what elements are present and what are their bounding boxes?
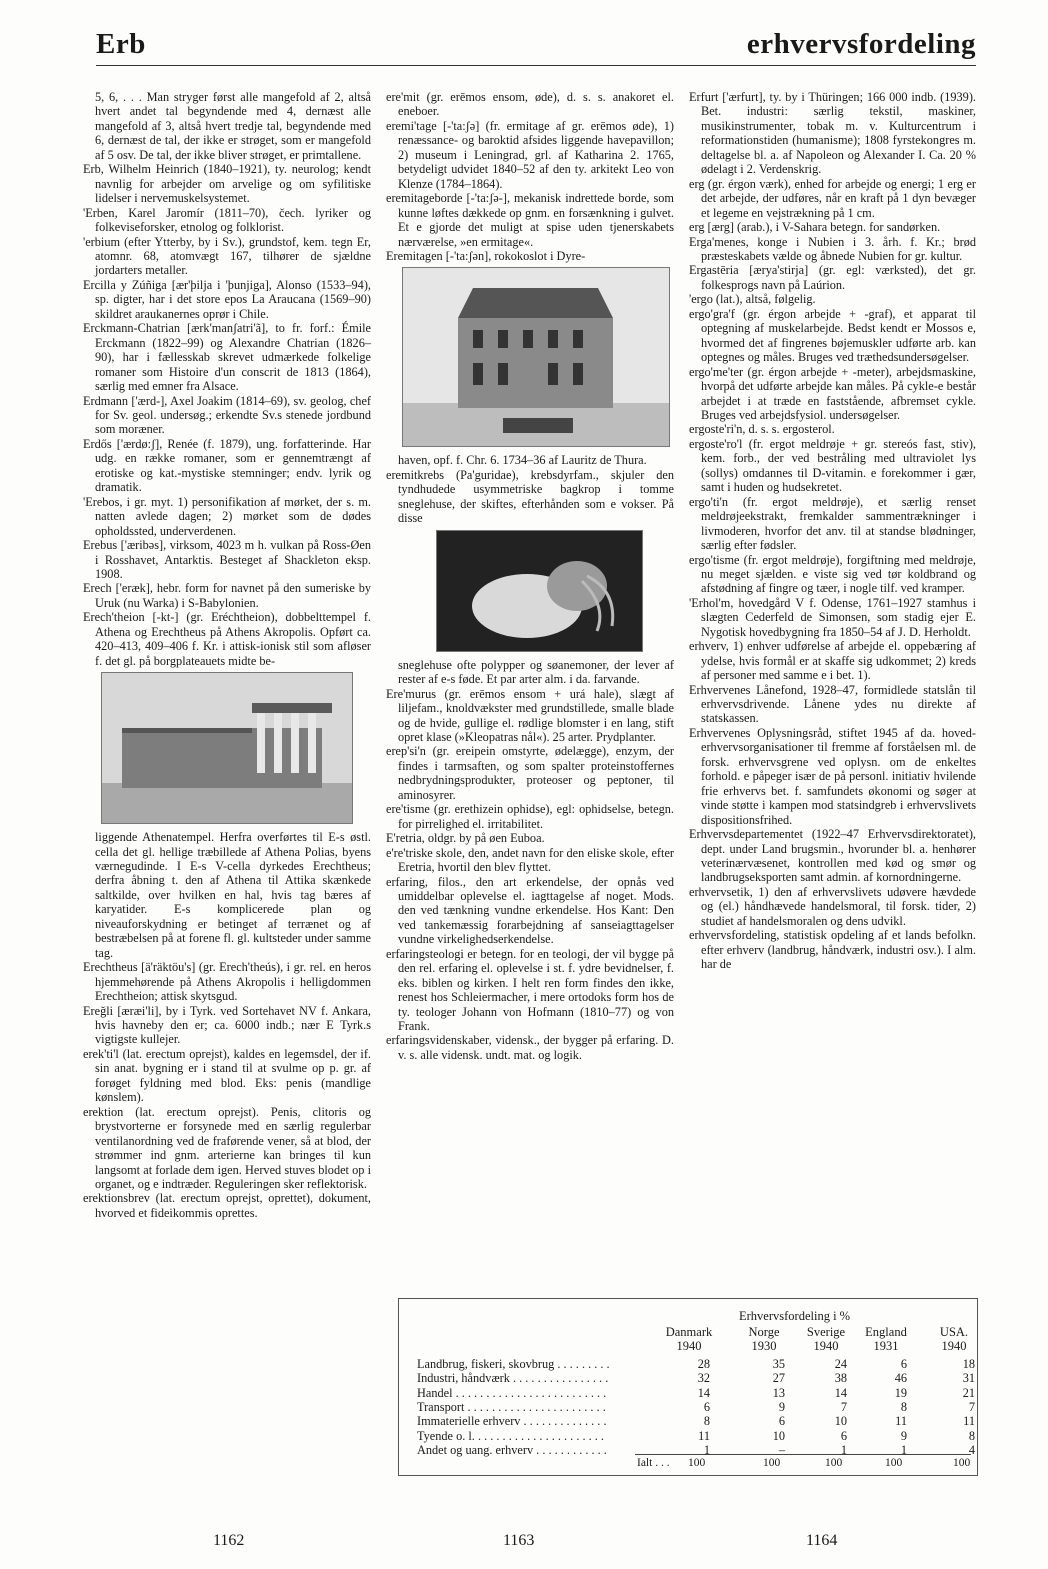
- dictionary-entry: Erdős ['ærdø:ʃ], Renée (f. 1879), ung. forfatterinde. Har udg. en række romaner, som er gennemtrængt af erotiske og kat.-mystiske stemninger; endv. lyrik og dramatik.: [83, 436, 371, 495]
- dictionary-entry: erhvervsetik, 1) den af erhvervslivets udøvere hævdede og (el.) håndhævede handelsmoral, til forsk. tider, 2) studiet af handelsmoralen og dens udvikl.: [689, 884, 976, 928]
- dictionary-entry: Erb, Wilhelm Heinrich (1840–1921), ty. neurolog; kendt navnlig for arbejder om arvelige og om syfilitiske lidelser i nervemuskelsystemet.: [83, 162, 371, 206]
- dictionary-entry: ergoste'ro'l (fr. ergot meldrøje + gr. stereós fast, stiv), kem. forb., der ved bestråling med ultraviolet lys (sollys) omdannes til D-vitamin. e forekommer i gær, samt i huden og hudsekretet.: [689, 436, 976, 495]
- dictionary-entry: Ere'murus (gr. erēmos ensom + urá hale), slægt af liljefam., knoldvækster med grundstillede, smalle blade og de hvide, gullige el. rødlige blomster i en lang, stift opret klase (»Kleopatras nål«). 25 arter. Prydplanter.: [386, 686, 674, 744]
- table-cell: 6: [703, 1399, 710, 1414]
- table-cell: 14: [697, 1385, 710, 1400]
- total-cell: 100: [885, 1457, 903, 1469]
- table-cell: 11: [698, 1428, 710, 1443]
- table-cell: 21: [962, 1385, 975, 1400]
- dictionary-entry: erhvervsfordeling, statistisk opdeling af et lands befolkn. efter erhverv (landbrug, håndværk, industri osv.). I alm. har de: [689, 928, 976, 972]
- dictionary-entry: erektion (lat. erectum oprejst). Penis, clitoris og brystvorterne er forsynede med en særlig regulerbar ventilanordning ved de fraførende vener, så at blod, der strømmer ind gnm. arterierne kan bringes til kun langsomt at forlade dem igen. Herved stuves blodet op i organet, og e indtræder. Reguleringen sker reflektorisk.: [83, 1104, 371, 1191]
- table-cell: 35: [772, 1357, 785, 1371]
- table-row: [417, 1414, 975, 1429]
- dictionary-entry: 'erbium (efter Ytterby, by i Sv.), grundstof, kem. tegn Er, atomnr. 68, atomvægt 167, tilhører de sjældne jordarters metaller.: [83, 234, 371, 278]
- dictionary-entry: ere'mit (gr. erēmos ensom, øde), d. s. s. anakoret el. eneboer.: [386, 90, 674, 119]
- dictionary-entry: erhverv, 1) enhver udførelse af arbejde el. oppebæring af ydelse, hvis formål er at skaffe sig udkommet; 2) kreds af personer med samme e i bet. 1).: [689, 639, 976, 683]
- table-cell: 31: [962, 1371, 975, 1386]
- erechtheion-photo: [101, 672, 353, 824]
- dictionary-entry: ergoste'ri'n, d. s. s. ergosterol.: [689, 422, 835, 437]
- dictionary-entry: Ergastēria [ærya'stirja] (gr. egl: værksted), det gr. folkesprogs navn på Laúrion.: [689, 263, 976, 292]
- dictionary-entry: E'retria, oldgr. by på øen Euboa.: [386, 831, 545, 846]
- hermit-crab-illustration: [437, 531, 642, 651]
- table-cell: 8: [900, 1399, 907, 1414]
- table-title: Erhvervsfordeling i %: [739, 1309, 851, 1323]
- guide-word-right: erhvervsfordeling: [746, 28, 976, 60]
- table-row: [417, 1399, 975, 1414]
- dictionary-entry: erfaring, filos., den art erkendelse, der opnås ved umiddelbar oplevelse el. iagttagelse af noget. Mods. den ved tænkning vundne erkendelse. Hos Kant: Den ved tankemæssig forarbejdning af sanseiagttagelser vundne virkelighedserkendelse.: [386, 874, 674, 947]
- table-cell: 6: [900, 1357, 907, 1371]
- dictionary-entry: Ereğli [æræi'li], by i Tyrk. ved Sortehavet NV f. Ankara, hvis havneby den er; ca. 6000 indb.; nær E Tyrk.s vigtigste kullejer.: [83, 1003, 371, 1047]
- table-column-header: [919, 1325, 989, 1353]
- row-label: Landbrug, fiskeri, skovbrug . . . . . . . . .: [417, 1357, 610, 1371]
- row-label: Tyende o. l. . . . . . . . . . . . . . . . . . . . . .: [417, 1428, 604, 1443]
- dictionary-entry: Erhvervsdepartementet (1922–47 Erhvervsdirektoratet), dept. under Land brugsmin., hvorunder bl. a. henhører veterinærvæsenet, kontrollen med kød og smør og landbrugseksporten samt admin. af kornordningerne.: [689, 827, 976, 885]
- table-cell: 11: [895, 1414, 907, 1429]
- dictionary-entry: ergo'me'ter (gr. érgon arbejde + -meter), arbejdsmaskine, hvorpå det udførte arbejde kan måles. På cykle-e består arbejdet i at træde en faststående, afbremset cykle. Bruges ved arbejdsfysiol. undersøgelser.: [689, 364, 976, 422]
- column-country: England: [865, 1325, 907, 1339]
- table-cell: 1: [703, 1442, 710, 1457]
- dictionary-entry: erfaringsvidenskaber, vidensk., der bygger på erfaring. D. v. s. alle vidensk. undt. mat. og logik.: [386, 1033, 674, 1062]
- dictionary-entry: haven, opf. f. Chr. 6. 1734–36 af Lauritz de Thura.: [398, 453, 647, 468]
- table-cell: 8: [968, 1428, 975, 1443]
- dictionary-entry: ergo'tisme (fr. ergot meldrøje), forgiftning med meldrøje, nu meget sjælden. e viste sig ved tør koldbrand og afstødning af fingre og tæer, i nogle tilf. ved kramper.: [689, 552, 976, 596]
- page-number-middle: 1163: [503, 1532, 535, 1549]
- row-label: Transport . . . . . . . . . . . . . . . . . . . . . . .: [417, 1399, 606, 1414]
- dictionary-entry: erg (gr. érgon værk), enhed for arbejde og energi; 1 erg er det arbejde, der udføres, når en kraft på 1 dyn bevæger et legeme en vejstrækning på 1 cm.: [689, 176, 976, 220]
- column-1: [83, 90, 371, 1220]
- total-cell: 100: [953, 1457, 971, 1469]
- dictionary-entry: 'Erebos, i gr. myt. 1) personifikation af mørket, der s. m. natten avlede dagen; 2) mørket som de dødes opholdssted, underverdenen.: [83, 494, 371, 538]
- table-cell: 13: [772, 1385, 785, 1400]
- dictionary-entry: 'Erhol'm, hovedgård V f. Odense, 1761–1927 stamhus i slægten Cederfeld de Simonsen, som stadig ejer E. Nygotisk hovedbygning fra 1850–54 af J. D. Herholdt.: [689, 595, 976, 639]
- table-row: [417, 1357, 975, 1371]
- table-cell: 7: [840, 1399, 847, 1414]
- table-cell: 14: [834, 1385, 847, 1400]
- table-cell: 8: [703, 1414, 710, 1429]
- table-cell: 27: [772, 1371, 785, 1386]
- table-row: [417, 1371, 975, 1386]
- table-cell: 1: [900, 1442, 907, 1457]
- table-cell: 9: [900, 1428, 907, 1443]
- hermit-crab-photo: [436, 530, 643, 652]
- table-column-header: [729, 1325, 799, 1353]
- table-cell: 24: [834, 1357, 847, 1371]
- row-label: Immaterielle erhverv . . . . . . . . . . . . . .: [417, 1414, 607, 1429]
- table-cell: 28: [697, 1357, 710, 1371]
- dictionary-entry: Ercilla y Zúñiga [ær'þilja i 'þunjiga], Alonso (1533–94), sp. digter, har i det store epos La Araucana (1569–90) skildret araukanernes oprør i Chile.: [83, 277, 371, 321]
- dictionary-entry: Erhvervenes Lånefond, 1928–47, formidlede statslån til erhvervsdrivende. Lånene ydes nu direkte af statskassen.: [689, 682, 976, 726]
- dictionary-entry: liggende Athenatempel. Herfra overførtes til E-s østl. cella det gl. hellige træbillede af Athena Polias, byens værnegudinde. I E-s V-cella dyrkedes Erechtheus; derfra åbning t. den af Athena til Attika skænkede saltkilde, over hvilken en hal, hvis tag bæres af karyatider. E-s komplicerede plan og niveauforskydning er betinget af terrænet og af bestræbelsen på at forene fl. gl. kultsteder under samme tag.: [95, 830, 371, 960]
- table-column-header: [654, 1325, 724, 1353]
- table-cell: 18: [962, 1357, 975, 1371]
- dictionary-entry: erektionsbrev (lat. erectum oprejst, oprettet), dokument, hvorved et fideikommis oprettes.: [83, 1191, 371, 1220]
- dictionary-entry: Erech'theion [-kt-] (gr. Eréchtheion), dobbelttempel f. Athena og Erechtheus på Athens Akropolis. Opført ca. 420–413, 409–406 f. Kr. i attisk-ionisk stil som afløser f. det gl. på borgplateauets midte be-: [83, 610, 371, 668]
- dictionary-entry: ere'tisme (gr. erethizein ophidse), egl: ophidselse, betegn. for pirrelighed el. irritabilitet.: [386, 802, 674, 831]
- column-year: 1940: [941, 1339, 967, 1353]
- table-cell: 9: [778, 1399, 785, 1414]
- palace-illustration: [403, 268, 669, 446]
- table-cell: 10: [834, 1414, 847, 1429]
- dictionary-entry: erep'si'n (gr. ereipein omstyrte, ødelægge), enzym, der findes i tarmsaften, og som spalter proteinstoffernes nedbrydningsprodukter, proteoser og peptoner, til aminosyrer.: [386, 744, 674, 802]
- table-cell: 11: [963, 1414, 975, 1429]
- total-cell: 100: [763, 1457, 781, 1469]
- table-cell: 7: [968, 1399, 975, 1414]
- column-country: USA.: [939, 1325, 969, 1339]
- column-2: [386, 90, 674, 1062]
- dictionary-entry: ergo'gra'f (gr. érgon arbejde + -graf), et apparat til optegning af muskelarbejde. Bedst kendt er Mossos e, hvormed det af fingrenes bøjemuskler udførte arb. kan optegnes og måles. Bruges ved træthedsundersøgelser.: [689, 306, 976, 365]
- dictionary-entry: sneglehuse ofte polypper og søanemoner, der lever af rester af e-s føde. Et par arter alm. i da. farvande.: [398, 657, 674, 687]
- column-year: 1930: [751, 1339, 777, 1353]
- dictionary-entry: eremi'tage [-'ta:ʃə] (fr. ermitage af gr. erēmos øde), 1) renæssance- og baroktid afsides liggende havepavillon; 2) museum i Leningrad, grl. af Katharina 2. 1765, betydeligt udvidet 1840–52 af den ty. arkitekt Leo von Klenze (1784–1864).: [386, 118, 674, 191]
- column-year: 1940: [813, 1339, 839, 1353]
- dictionary-entry: erek'ti'l (lat. erectum oprejst), kaldes en legemsdel, der if. sin anat. bygning er i stand til at svulme op p. gr. af forøget fyldning med blod. Eks: penis (mandlige kønslem).: [83, 1046, 371, 1105]
- dictionary-entry: Erfurt ['ærfurt], ty. by i Thüringen; 166 000 indb. (1939). Bet. industri: særlig tekstil, maskiner, musikinstrumenter, tobak m. v. Kulturcentrum i reformationstiden (humanisme); 1808 fyrstekongres m. deltagelse bl. a. af Napoleon og Alexander I. Ca. 20 % ødelagt i 2. Verdenskrig.: [689, 90, 976, 177]
- table-column-header: [851, 1325, 921, 1353]
- dictionary-entry: 'Erben, Karel Jaromír (1811–70), čech. lyriker og folkeviseforsker, etnolog og folklorist.: [83, 205, 371, 235]
- eremitagen-photo: [402, 267, 670, 447]
- column-year: 1940: [676, 1339, 702, 1353]
- column-country: Norge: [748, 1325, 780, 1339]
- table-row: [417, 1428, 975, 1443]
- table-cell: 4: [968, 1442, 975, 1457]
- dictionary-entry: erfaringsteologi er betegn. for en teologi, der vil bygge på den rel. erfaring el. oplevelse i st. f. ydre bevidnelser, f. eks. biblen og kirken. I helt ren form findes den ikke, renest hos Schleiermacher, i mere ortodoks form hos de ty. teologer Johann von Hofmann (1810–77) og von Frank.: [386, 946, 674, 1034]
- dictionary-entry: 'ergo (lat.), altså, følgelig.: [689, 292, 816, 307]
- dictionary-entry: e're'triske skole, den, andet navn for den eliske skole, efter Eretria, hvortil den blev flyttet.: [386, 845, 674, 875]
- guide-word-left: Erb: [96, 28, 146, 60]
- column-year: 1931: [873, 1339, 899, 1353]
- page-number-left: 1162: [213, 1532, 245, 1549]
- table-cell: 6: [778, 1414, 785, 1429]
- dictionary-entry: eremitageborde [-'ta:ʃə-], mekanisk indrettede borde, som kunne løftes dækkede op gnm. en forsænkning i gulvet. Et e gjorde det muligt at spise uden tjenerskabets nærværelse, »en ermitage«.: [386, 191, 674, 249]
- table-cell: 10: [772, 1428, 785, 1443]
- table-cell: 38: [834, 1371, 847, 1386]
- row-label: Andet og uang. erhverv . . . . . . . . . . . .: [417, 1442, 607, 1457]
- dictionary-entry: Erhvervenes Oplysningsråd, stiftet 1945 af da. hoved-erhvervsorganisationer til fremme af forståelsen ml. de forsk. erhvervsgrene ved oplysn. om de enkeltes forhold. e påpeger især de på personl. initiativ hvilende frie erhvervs bet. f. samfundets økonomi og søger at vinde støtte i kampen mod statsindgreb i erhvervslivets dispositionsfrihed.: [689, 725, 976, 827]
- dictionary-entry: Erdmann ['ærd-], Axel Joakim (1814–69), sv. geolog, chef for Sv. geol. undersøg.; erkendte Sv.s stenede jordbund som moræner.: [83, 393, 371, 437]
- column-country: Sverige: [806, 1325, 846, 1339]
- dictionary-entry: 5, 6, . . . Man stryger først alle mangefold af 2, altså hvert andet tal begyndende med 4, dernæst alle mangefold af 3, altså hvert tredje tal, begyndende med 6, dernæst de tal, der ikke er strøget, som er mangefold af 5 osv. De tal, der ikke bliver strøget, er primtallene.: [95, 90, 371, 162]
- dictionary-entry: Erga'menes, konge i Nubien i 3. årh. f. Kr.; brød præsteskabets vælde og åbnede Nubien for gr. kultur.: [689, 234, 976, 263]
- dictionary-entry: Erech ['eræk], hebr. form for navnet på den sumeriske by Uruk (nu Warka) i S-Babylonien.: [83, 581, 371, 610]
- dictionary-entry: erg [ærg] (arab.), i V-Sahara betegn. for sandørken.: [689, 220, 941, 235]
- dictionary-entry: Erebus ['æribəs], virksom, 4023 m h. vulkan på Ross-Øen i Rosshavet, Antarktis. Besteget af Shackleton eksp. 1908.: [83, 538, 371, 581]
- dictionary-entry: eremitkrebs (Pa'guridae), krebsdyrfam., skjuler den tyndhudede usymmetriske bagkrop i tomme sneglehuse, der skiftes, efterhånden som e vokser. På disse: [386, 467, 674, 526]
- table-cell: 19: [894, 1385, 907, 1400]
- total-cell: 100: [825, 1457, 843, 1469]
- header-rule: [96, 65, 976, 66]
- page-number-right: 1164: [806, 1532, 838, 1549]
- table-cell: 1: [840, 1442, 847, 1457]
- table-cell: 32: [697, 1371, 710, 1386]
- column-3: [689, 90, 976, 972]
- column-country: Danmark: [665, 1325, 713, 1339]
- total-rule: [635, 1454, 971, 1455]
- employment-distribution-table: [398, 1298, 978, 1476]
- temple-illustration: [102, 673, 352, 823]
- row-label: Industri, håndværk . . . . . . . . . . . . . . . .: [417, 1371, 609, 1386]
- total-label: Ialt . . .: [637, 1457, 670, 1469]
- table-row: [417, 1385, 975, 1400]
- row-label: Handel . . . . . . . . . . . . . . . . . . . . . . . . .: [417, 1385, 607, 1400]
- dictionary-entry: Erechtheus [ä'räktöu's] (gr. Erech'theús), i gr. rel. en heros hjemmehørende på Athens Akropolis i helligdommen Erechtheion; attisk skytsgud.: [83, 960, 371, 1004]
- dictionary-entry: Eremitagen [-'ta:ʃən], rokokoslot i Dyre-: [386, 248, 586, 263]
- page-header: [96, 28, 976, 68]
- dictionary-entry: Erckmann-Chatrian [ærk'manʃatri'ã], to fr. forf.: Émile Erckmann (1822–99) og Alexandre Chatrian (1826–90), har i fællesskab skrevet udmærkede folkelige romaner som Histoire d'un conscrit de 1813 (1864), særlig med emner fra Alsace.: [83, 321, 371, 394]
- table-cell: 6: [840, 1428, 847, 1443]
- dictionary-entry: ergo'ti'n (fr. ergot meldrøje), et særlig renset meldrøjeekstrakt, fremkalder sammentrækninger i livmoderen, hvorfor det anv. til at standse blødninger, særlig efter fødsler.: [689, 494, 976, 553]
- table-cell: 46: [894, 1371, 907, 1386]
- total-cell: 100: [688, 1457, 706, 1469]
- table-cell: –: [778, 1442, 785, 1457]
